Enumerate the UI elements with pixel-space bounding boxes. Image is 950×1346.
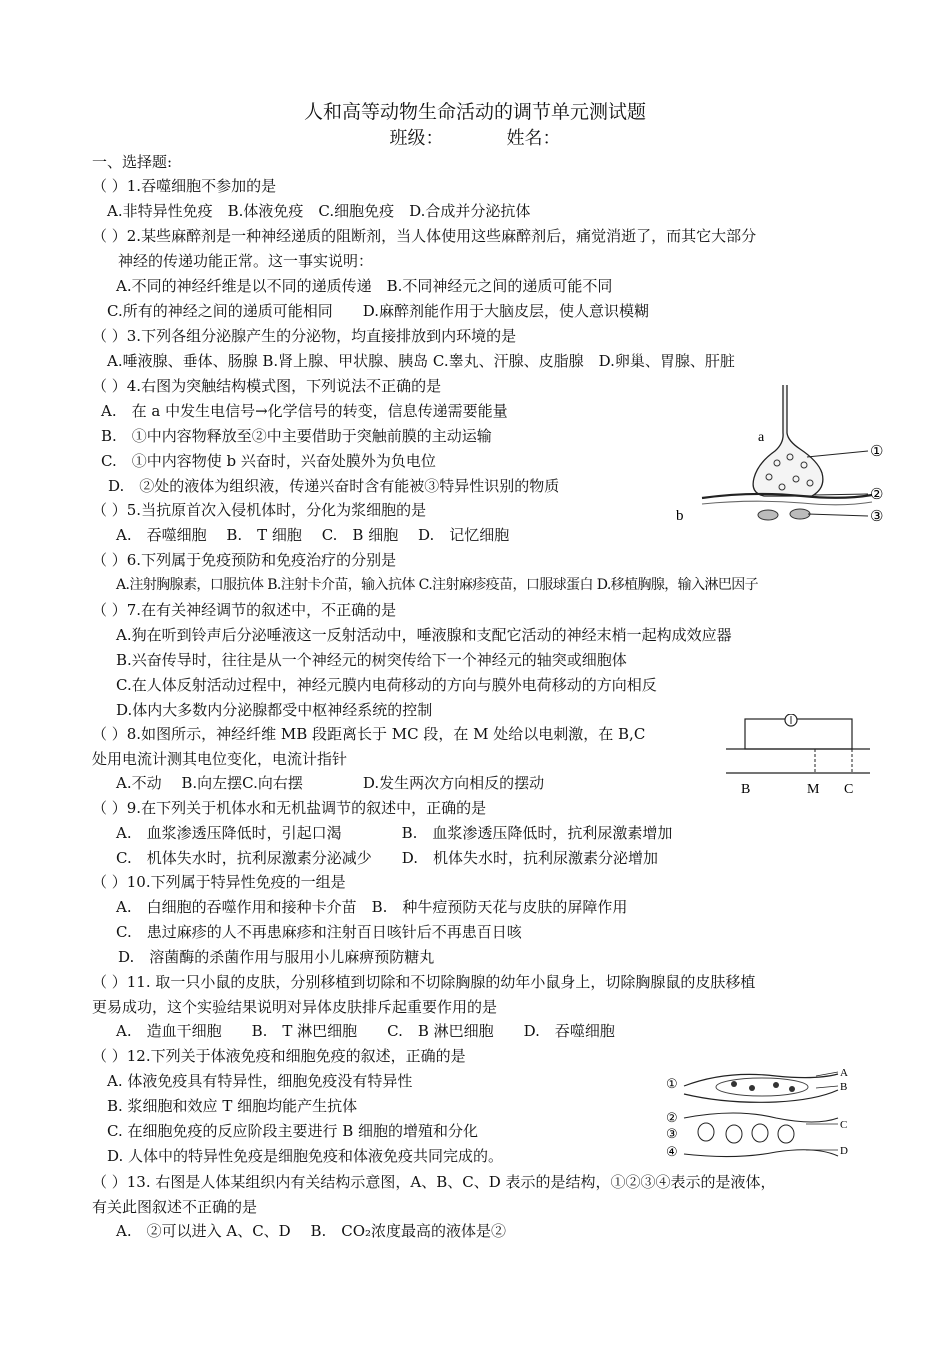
synapse-diagram <box>672 383 892 533</box>
question-11: （ ）11. 取一只小鼠的皮肤，分别移植到切除和不切除胸腺的幼年小鼠身上，切除胸腺鼠的皮肤移植 <box>92 973 756 991</box>
question-9: （ ）9.在下列关于机体水和无机盐调节的叙述中，正确的是 <box>92 799 487 817</box>
question-13-options: A. ②可以进入 A、C、D B. CO₂浓度最高的液体是② <box>116 1222 507 1240</box>
label-A: A <box>840 1068 848 1079</box>
label-B: B <box>741 782 751 797</box>
question-13-cont: 有关此图叙述不正确的是 <box>92 1198 258 1216</box>
question-7-option-a: A.狗在听到铃声后分泌唾液这一反射活动中，唾液腺和支配它活动的神经末梢一起构成效应器 <box>116 626 732 644</box>
question-9-options-cd: C. 机体失水时，抗利尿激素分泌减少 D. 机体失水时，抗利尿激素分泌增加 <box>116 849 658 867</box>
question-1-options: A.非特异性免疫 B.体液免疫 C.细胞免疫 D.合成并分泌抗体 <box>107 202 531 220</box>
question-7-option-d: D.体内大多数内分泌腺都受中枢神经系统的控制 <box>116 701 433 719</box>
galvanometer-circuit <box>745 719 852 749</box>
question-11-cont: 更易成功，这个实验结果说明对异体皮肤排斥起重要作用的是 <box>92 998 498 1016</box>
question-12-option-b: B. 浆细胞和效应 T 细胞均能产生抗体 <box>107 1097 358 1115</box>
label-C: C <box>844 782 854 797</box>
mark-1: ① <box>870 444 884 460</box>
nerve-fiber-diagram <box>726 714 870 800</box>
label-B: B <box>840 1081 848 1093</box>
mark-4: ④ <box>666 1144 678 1159</box>
label-M: M <box>807 782 820 797</box>
question-10-option-c: C. 患过麻疹的人不再患麻疹和注射百日咳针后不再患百日咳 <box>116 923 522 941</box>
question-3: （ ）3.下列各组分泌腺产生的分泌物，均直接排放到内环境的是 <box>92 327 517 345</box>
question-12-option-c: C. 在细胞免疫的反应阶段主要进行 B 细胞的增殖和分化 <box>107 1122 479 1140</box>
question-8-cont: 处用电流计测其电位变化，电流计指针 <box>92 750 348 768</box>
question-2-cont: 神经的传递功能正常。这一事实说明： <box>118 252 374 270</box>
question-3-options: A.唾液腺、垂体、肠腺 B.肾上腺、甲状腺、胰岛 C.睾丸、汗腺、皮脂腺 D.卵巢、胃腺、肝脏 <box>107 352 735 370</box>
question-7: （ ）7.在有关神经调节的叙述中，不正确的是 <box>92 601 397 619</box>
question-9-options-ab: A. 血浆渗透压降低时，引起口渴 B. 血浆渗透压降低时，抗利尿激素增加 <box>116 824 673 842</box>
question-6-options: A.注射胸腺素，口服抗体 B.注射卡介苗，输入抗体 C.注射麻疹疫苗，口服球蛋白 D.移植胸腺，输入淋巴因子 <box>116 577 759 593</box>
label-D: D <box>840 1145 848 1157</box>
question-11-options: A. 造血干细胞 B. T 淋巴细胞 C. B 淋巴细胞 D. 吞噬细胞 <box>116 1022 615 1040</box>
page-title: 人和高等动物生命活动的调节单元测试题 <box>303 101 646 123</box>
question-4-option-d: D. ②处的液体为组织液，传递兴奋时含有能被③特异性识别的物质 <box>108 477 560 495</box>
question-10-options-ab: A. 白细胞的吞噬作用和接种卡介苗 B. 种牛痘预防天花与皮肤的屏障作用 <box>116 898 628 916</box>
question-1: （ ）1.吞噬细胞不参加的是 <box>92 177 277 195</box>
question-12-option-a: A. 体液免疫具有特异性，细胞免疫没有特异性 <box>107 1072 413 1090</box>
receptor <box>758 510 778 520</box>
question-4: （ ）4.右图为突触结构模式图，下列说法不正确的是 <box>92 377 442 395</box>
question-10: （ ）10.下列属于特异性免疫的一组是 <box>92 873 346 891</box>
question-2-options-cd: C.所有的神经之间的递质可能相同 D.麻醉剂能作用于大脑皮层，使人意识模糊 <box>107 302 649 320</box>
label-a: a <box>758 430 765 445</box>
question-8: （ ）8.如图所示，神经纤维 MB 段距离长于 MC 段，在 M 处给以电刺激，在 B,C <box>92 725 646 743</box>
question-10-option-d: D. 溶菌酶的杀菌作用与服用小儿麻痹预防糖丸 <box>118 948 435 966</box>
question-13: （ ）13. 右图是人体某组织内有关结构示意图，A、B、C、D 表示的是结构，①②③④表示的是液体， <box>92 1173 776 1191</box>
question-6: （ ）6.下列属于免疫预防和免疫治疗的分别是 <box>92 551 397 569</box>
section-heading: 一、选择题: <box>92 153 173 171</box>
mark-2: ② <box>666 1110 678 1125</box>
question-12: （ ）12.下列关于体液免疫和细胞免疫的叙述，正确的是 <box>92 1047 466 1065</box>
question-5-options: A. 吞噬细胞 B. T 细胞 C. B 细胞 D. 记忆细胞 <box>116 526 510 544</box>
receptor <box>790 509 810 519</box>
question-4-option-a: A. 在 a 中发生电信号→化学信号的转变，信息传递需要能量 <box>101 402 508 420</box>
question-7-option-c: C.在人体反射活动过程中，神经元膜内电荷移动的方向与膜外电荷移动的方向相反 <box>116 676 657 694</box>
page-subtitle: 班级： 姓名： <box>389 128 561 149</box>
mark-3: ③ <box>666 1126 678 1141</box>
label-C: C <box>840 1119 848 1131</box>
question-5: （ ）5.当抗原首次入侵机体时，分化为浆细胞的是 <box>92 501 427 519</box>
mark-3: ③ <box>870 509 884 525</box>
mark-2: ② <box>870 487 884 503</box>
question-8-options: A.不动 B.向左摆C.向右摆 D.发生两次方向相反的摆动 <box>116 774 545 792</box>
mark-1: ① <box>666 1076 678 1091</box>
question-4-option-b: B. ①中内容物释放至②中主要借助于突触前膜的主动运输 <box>101 427 492 445</box>
label-b: b <box>676 508 684 524</box>
question-7-option-b: B.兴奋传导时，往往是从一个神经元的树突传给下一个神经元的轴突或细胞体 <box>116 651 627 669</box>
question-2: （ ）2.某些麻醉剂是一种神经递质的阻断剂，当人体使用这些麻醉剂后，痛觉消逝了，而其它大部分 <box>92 227 757 245</box>
question-12-option-d: D. 人体中的特异性免疫是细胞免疫和体液免疫共同完成的。 <box>107 1147 504 1165</box>
tissue-diagram <box>666 1068 856 1164</box>
question-4-option-c: C. ①中内容物使 b 兴奋时，兴奋处膜外为负电位 <box>101 452 436 470</box>
question-2-options-ab: A.不同的神经纤维是以不同的递质传递 B.不同神经元之间的递质可能不同 <box>116 277 613 295</box>
